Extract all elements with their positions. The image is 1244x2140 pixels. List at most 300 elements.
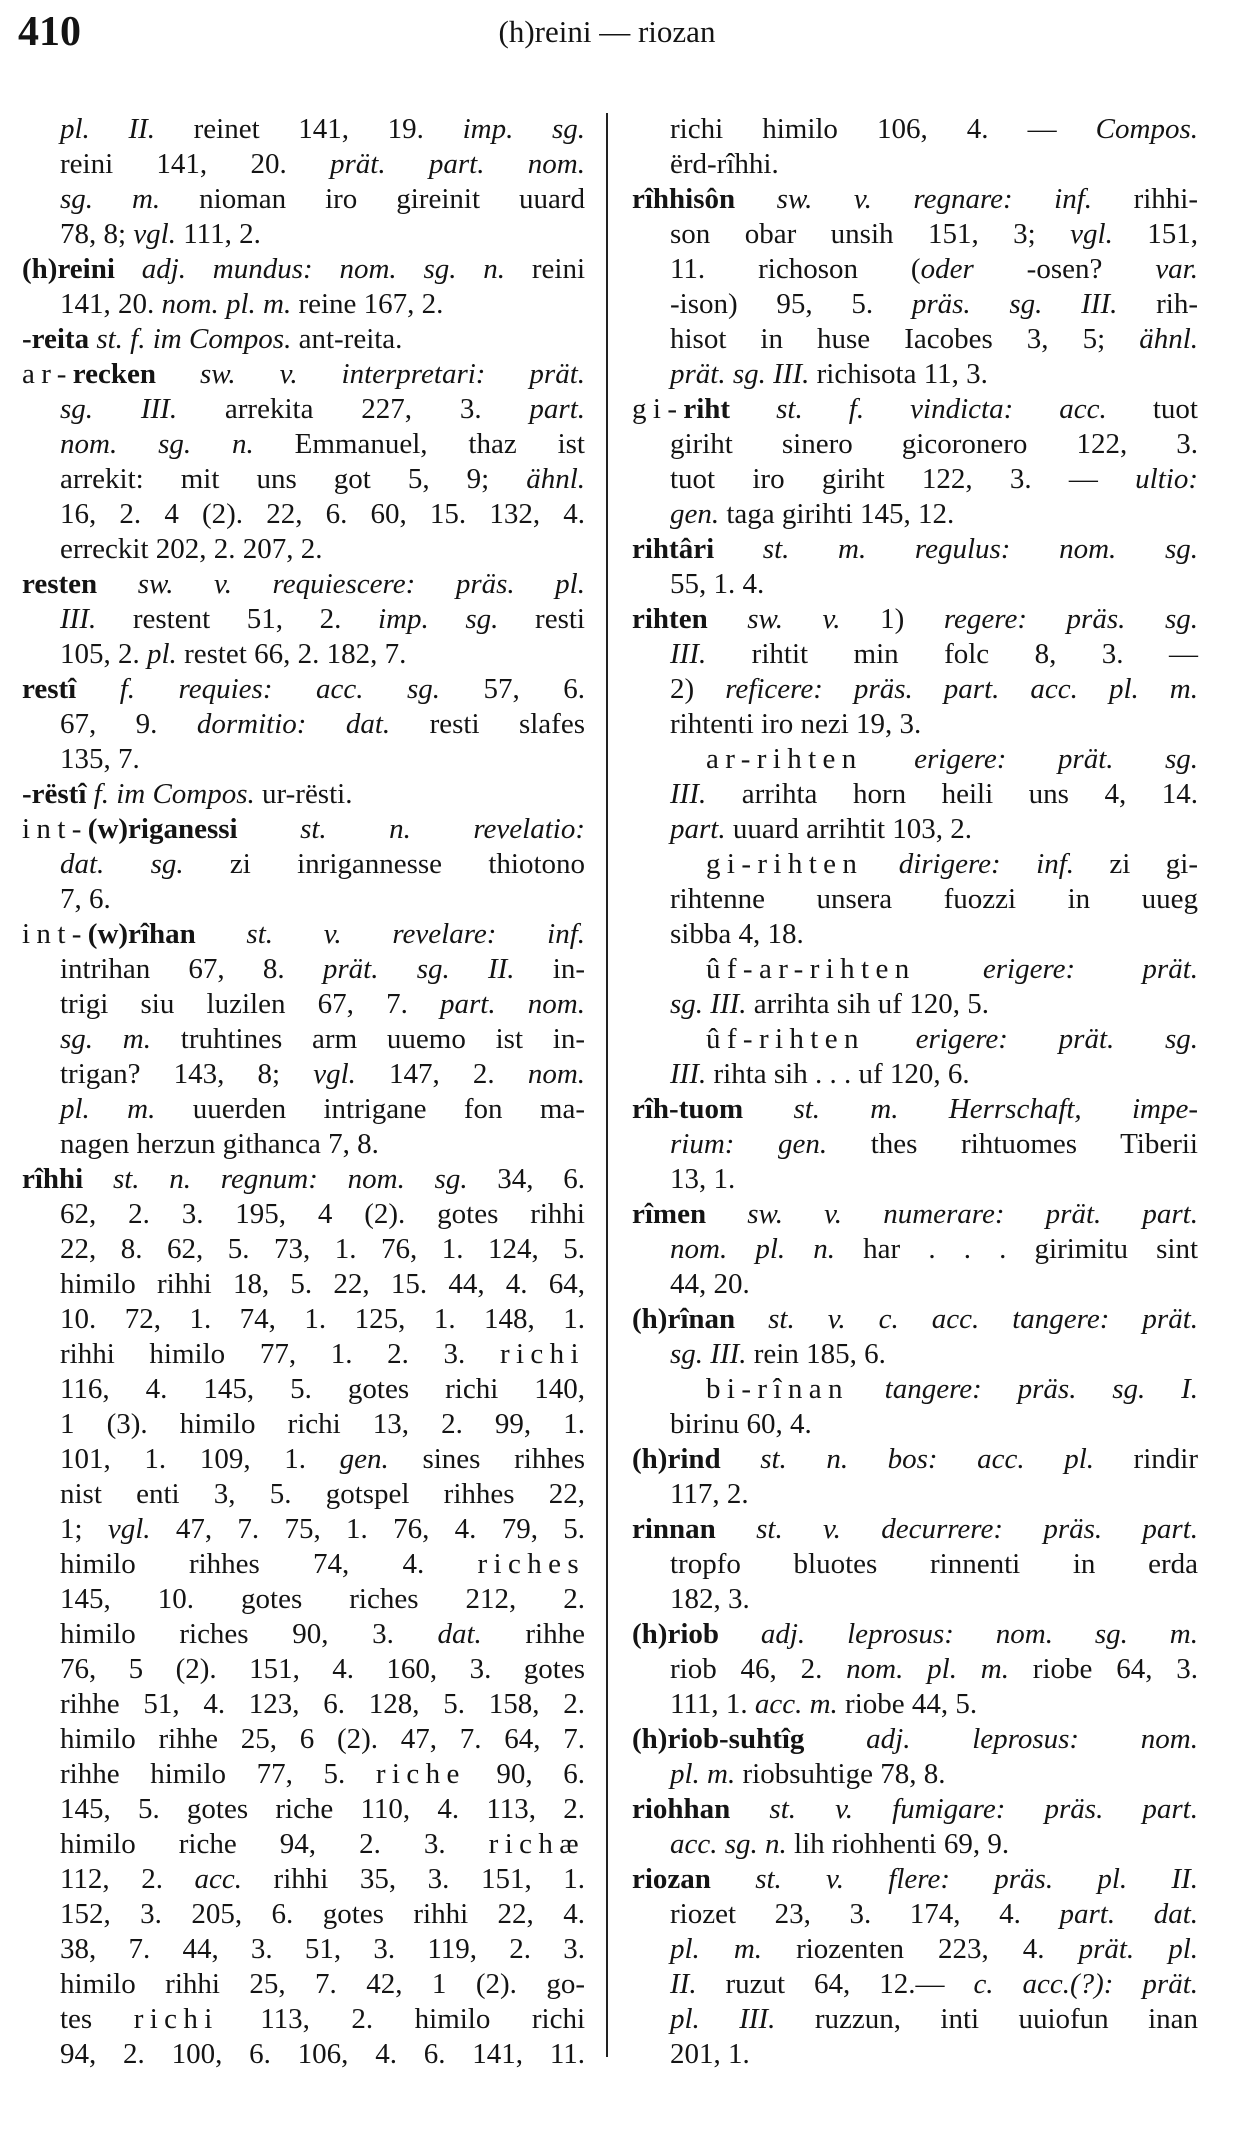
entry-text: 22, 8. 62, 5. 73, 1. 76, 1. 124, 5. — [60, 1233, 585, 1265]
grammar-label: prät. sg. III. — [670, 358, 810, 390]
grammar-label: st. v. flere: präs. pl. II. — [710, 1863, 1198, 1895]
grammar-label: sw. v. requiescere: präs. pl. — [97, 568, 585, 600]
page-number: 410 — [18, 9, 81, 55]
grammar-label: adj. leprosus: nom. sg. m. — [719, 1618, 1198, 1650]
entry-text-line — [22, 392, 585, 427]
entry-text: -ison) 95, 5. — [670, 288, 912, 320]
grammar-label: dirigere: inf. — [863, 848, 1074, 880]
spaced-form: riche — [375, 1758, 466, 1790]
spaced-form: richæ — [488, 1828, 585, 1860]
grammar-label: st. f. im Compos. — [89, 323, 292, 355]
grammar-label: st. v. decurrere: präs. part. — [715, 1513, 1198, 1545]
entry-text-line — [22, 1337, 585, 1372]
entry-text: 11. richoson ( — [670, 253, 921, 285]
grammar-label: c. acc.(?): prät. — [973, 1968, 1198, 2000]
headword: resten — [22, 568, 98, 600]
entry-text-line — [22, 1092, 585, 1127]
grammar-label: imp. sg. — [462, 113, 585, 145]
entry-text: riozet 23, 3. 174, 4. — [670, 1898, 1060, 1930]
entry-text: -osen? — [973, 253, 1156, 285]
spaced-form: richi — [499, 1338, 585, 1370]
entry-text: in- — [514, 953, 585, 985]
grammar-label: ähnl. — [1139, 323, 1198, 355]
entry-text: 111, 2. — [176, 218, 261, 250]
headword: rîh-tuom — [632, 1093, 744, 1125]
entry-text-line — [632, 1652, 1198, 1687]
entry-text: sines rihhes — [388, 1443, 586, 1475]
grammar-label: nom. pl. m. — [846, 1653, 1009, 1685]
entry-text: arrihta horn heili uns 4, 14. — [706, 778, 1198, 810]
entry-headword-line — [632, 1617, 1198, 1652]
entry-headword-line — [22, 672, 585, 707]
grammar-label: sw. v. numerare: prät. part. — [706, 1198, 1198, 1230]
grammar-label: prät. part. nom. — [330, 148, 585, 180]
entry-text: reini — [505, 253, 585, 285]
grammar-label: part. nom. — [440, 988, 585, 1020]
headword: (h)riob — [632, 1618, 719, 1650]
entry-headword-line — [22, 357, 585, 392]
entry-text-line — [632, 252, 1198, 287]
entry-text: reini 141, 20. — [60, 148, 331, 180]
entry-text: 111, 1. — [670, 1688, 755, 1720]
grammar-label: vgl. — [107, 1513, 151, 1545]
headword: (h)riob-suhtîg — [632, 1723, 805, 1755]
grammar-label: III. — [670, 778, 707, 810]
entry-text: riobe 64, 3. — [1008, 1653, 1199, 1685]
entry-text-line — [22, 1372, 585, 1407]
entry-text-line — [632, 322, 1198, 357]
grammar-label: adj. leprosus: nom. — [804, 1723, 1198, 1755]
entry-text: rihta sih . . . uf 120, 6. — [706, 1058, 970, 1090]
entry-text: har . . . girimitu sint — [835, 1233, 1198, 1265]
entry-text-line — [632, 497, 1198, 532]
entry-text: intrihan 67, 8. — [60, 953, 323, 985]
entry-text-line — [632, 1337, 1198, 1372]
entry-headword-line — [632, 182, 1198, 217]
entry-text-line — [22, 1792, 585, 1827]
entry-text: 113, 2. himilo richi — [218, 2003, 585, 2035]
grammar-label: reficere: präs. part. acc. pl. m. — [725, 673, 1198, 705]
headword: -rëstî — [22, 778, 87, 810]
entry-text: trigi siu luzilen 67, 7. — [60, 988, 441, 1020]
entry-text: son obar unsih 151, 3; — [670, 218, 1071, 250]
entry-headword-line — [632, 1302, 1198, 1337]
entry-text-line — [22, 1757, 585, 1792]
grammar-label: imp. sg. — [378, 603, 499, 635]
entry-headword-line — [632, 532, 1198, 567]
entry-text-line — [22, 1442, 585, 1477]
grammar-label: sg. m. — [60, 1023, 152, 1055]
entry-text: rihtenti iro nezi 19, 3. — [670, 708, 922, 740]
entry-text: nist enti 3, 5. gotspel rihhes 22, — [60, 1478, 585, 1510]
entry-text-line — [632, 1827, 1198, 1862]
grammar-label: pl. II. — [60, 113, 156, 145]
subentry-line — [632, 1022, 1198, 1057]
entry-headword-line — [632, 1722, 1198, 1757]
entry-headword-line — [632, 1512, 1198, 1547]
entry-text-line — [632, 987, 1198, 1022]
entry-text-line — [632, 1547, 1198, 1582]
grammar-label: st. n. regnum: nom. sg. — [83, 1163, 468, 1195]
entry-text: rihtenne unsera fuozzi in uueg — [670, 883, 1198, 915]
entry-text-line — [632, 917, 1198, 952]
entry-text-line — [22, 1477, 585, 1512]
entry-text: 94, 2. 100, 6. 106, 4. 6. 141, 11. — [60, 2038, 585, 2070]
entry-text: arrekita 227, 3. — [177, 393, 530, 425]
entry-text: trigan? 143, 8; — [60, 1058, 314, 1090]
grammar-label: st. n. bos: acc. pl. — [720, 1443, 1094, 1475]
grammar-label: sg. III. — [670, 988, 747, 1020]
entry-text: sibba 4, 18. — [670, 918, 804, 950]
grammar-label: sw. v. regnare: inf. — [735, 183, 1093, 215]
grammar-label: II. — [670, 1968, 697, 2000]
entry-text-line — [632, 707, 1198, 742]
headword: (w)riganessi — [87, 813, 238, 845]
entry-text: himilo rihhes 74, 4. — [60, 1548, 478, 1580]
entry-text: 141, 20. — [60, 288, 162, 320]
entry-headword-line — [632, 602, 1198, 637]
entry-text: 147, 2. — [355, 1058, 528, 1090]
running-header — [0, 12, 1244, 52]
entry-text: 16, 2. 4 (2). 22, 6. 60, 15. 132, 4. — [60, 498, 585, 530]
grammar-label: erigere: prät. — [915, 953, 1198, 985]
entry-text-line — [22, 532, 585, 567]
entry-text: riozenten 223, 4. — [762, 1933, 1079, 1965]
grammar-label: erigere: prät. sg. — [862, 743, 1198, 775]
entry-text-line — [22, 1687, 585, 1722]
grammar-label: acc. — [194, 1863, 243, 1895]
grammar-label: präs. sg. III. — [911, 288, 1118, 320]
entry-text-line — [632, 357, 1198, 392]
entry-text: himilo rihhi 25, 7. 42, 1 (2). go- — [60, 1968, 585, 2000]
entry-text: richisota 11, 3. — [809, 358, 988, 390]
entry-text: 10. 72, 1. 74, 1. 125, 1. 148, 1. — [60, 1303, 585, 1335]
entry-text: 90, 6. — [465, 1758, 585, 1790]
grammar-label: nom. pl. m. — [161, 288, 292, 320]
spaced-form: richi — [133, 2003, 219, 2035]
entry-text-line — [632, 427, 1198, 462]
entry-text-line — [22, 112, 585, 147]
entry-text: richi himilo 106, 4. — — [670, 113, 1096, 145]
headword: rîmen — [632, 1198, 707, 1230]
grammar-label: rium: gen. — [670, 1128, 828, 1160]
entry-text: 62, 2. 3. 195, 4 (2). gotes rihhi — [60, 1198, 585, 1230]
grammar-label: vgl. — [313, 1058, 356, 1090]
entry-text-line — [22, 602, 585, 637]
spaced-form: ûf-rihten — [706, 1023, 865, 1055]
entry-text: ur-rësti. — [254, 778, 353, 810]
entry-text: lih riohhenti 69, 9. — [786, 1828, 1010, 1860]
grammar-label: pl. m. — [670, 1758, 736, 1790]
entry-text: tropfo bluotes rinnenti in erda — [670, 1548, 1198, 1580]
entry-text-line — [22, 1302, 585, 1337]
entry-text-line — [632, 147, 1198, 182]
entry-text: zi gi- — [1074, 848, 1198, 880]
grammar-label: ultio: — [1135, 463, 1198, 495]
entry-text: 145, 10. gotes riches 212, 2. — [60, 1583, 585, 1615]
headword: (w)rîhan — [87, 918, 196, 950]
entry-text: 112, 2. — [60, 1863, 195, 1895]
entry-text-line — [632, 1267, 1198, 1302]
entry-text: 101, 1. 109, 1. — [60, 1443, 340, 1475]
spaced-form: int- — [22, 813, 88, 845]
headword: recken — [72, 358, 156, 390]
entry-text: himilo rihhi 18, 5. 22, 15. 44, 4. 64, — [60, 1268, 585, 1300]
entry-text-line — [22, 1932, 585, 1967]
entry-text: restent 51, 2. — [96, 603, 379, 635]
entry-text: ruzut 64, 12.— — [696, 1968, 974, 2000]
entry-text: himilo riches 90, 3. — [60, 1618, 438, 1650]
entry-text: 152, 3. 205, 6. gotes rihhi 22, 4. — [60, 1898, 585, 1930]
entry-headword-line — [22, 917, 585, 952]
entry-text: 201, 1. — [670, 2038, 750, 2070]
headword: rihten — [632, 603, 708, 635]
entry-text-line — [632, 1407, 1198, 1442]
grammar-label: pl. m. — [670, 1933, 763, 1965]
entry-text-line — [22, 1407, 585, 1442]
entry-text-line — [632, 462, 1198, 497]
headword: rîhhisôn — [632, 183, 736, 215]
spaced-form: riches — [477, 1548, 585, 1580]
entry-headword-line — [632, 1792, 1198, 1827]
entry-text: ant-reita. — [291, 323, 403, 355]
entry-text-line — [22, 217, 585, 252]
grammar-label: regere: präs. sg. — [943, 603, 1198, 635]
entry-text: rihtit min folc 8, 3. — — [706, 638, 1198, 670]
entry-text-line — [632, 287, 1198, 322]
grammar-label: pl. m. — [60, 1093, 156, 1125]
entry-headword-line — [22, 567, 585, 602]
entry-text: nagen herzun githanca 7, 8. — [60, 1128, 379, 1160]
headword: rinnan — [632, 1513, 716, 1545]
grammar-label: prät. sg. II. — [322, 953, 515, 985]
entry-text: arrihta sih uf 120, 5. — [746, 988, 989, 1020]
headword: riozan — [632, 1863, 711, 1895]
grammar-label: gen. — [339, 1443, 389, 1475]
right-column — [632, 112, 1198, 2072]
entry-text: 145, 5. gotes riche 110, 4. 113, 2. — [60, 1793, 585, 1825]
spaced-form: gi- — [632, 393, 684, 425]
entry-text: birinu 60, 4. — [670, 1408, 812, 1440]
spaced-form: int- — [22, 918, 88, 950]
entry-text: 116, 4. 145, 5. gotes richi 140, — [60, 1373, 585, 1405]
entry-text-line — [632, 637, 1198, 672]
grammar-label: erigere: prät. sg. — [864, 1023, 1198, 1055]
headword: (h)rînan — [632, 1303, 736, 1335]
entry-text: rihhe himilo 77, 5. — [60, 1758, 376, 1790]
grammar-label: st. v. fumigare: präs. part. — [730, 1793, 1198, 1825]
entry-text-line — [22, 2037, 585, 2072]
grammar-label: sg. III. — [670, 1338, 747, 1370]
entry-text-line — [22, 1617, 585, 1652]
grammar-label: gen. — [670, 498, 720, 530]
entry-text: rindir — [1094, 1443, 1198, 1475]
entry-text: resti slafes — [390, 708, 585, 740]
grammar-label: var. — [1155, 253, 1199, 285]
entry-text: 151, — [1112, 218, 1199, 250]
entry-text-line — [632, 1232, 1198, 1267]
entry-text: tes — [60, 2003, 134, 2035]
entry-text-line — [22, 1127, 585, 1162]
entry-text: arrekit: mit uns got 5, 9; — [60, 463, 527, 495]
grammar-label: sw. v. — [707, 603, 841, 635]
entry-headword-line — [22, 1162, 585, 1197]
entry-text-line — [632, 217, 1198, 252]
grammar-label: acc. m. — [754, 1688, 838, 1720]
entry-text: 7, 6. — [60, 883, 111, 915]
grammar-label: vgl. — [1070, 218, 1113, 250]
entry-text-line — [22, 1022, 585, 1057]
entry-text: 78, 8; — [60, 218, 134, 250]
headword: rîhhi — [22, 1163, 84, 1195]
entry-text-line — [22, 287, 585, 322]
entry-text-line — [632, 112, 1198, 147]
entry-text-line — [632, 2002, 1198, 2037]
grammar-label: Compos. — [1095, 113, 1198, 145]
grammar-label: III. — [670, 638, 707, 670]
headword: riohhan — [632, 1793, 731, 1825]
grammar-label: prät. pl. — [1078, 1933, 1199, 1965]
grammar-label: III. — [60, 603, 97, 635]
subentry-line — [632, 742, 1198, 777]
entry-text-line — [22, 1862, 585, 1897]
entry-text: uuard arrihtit 103, 2. — [725, 813, 973, 845]
entry-headword-line — [632, 1092, 1198, 1127]
entry-text-line — [632, 1477, 1198, 1512]
entry-text-line — [22, 1267, 585, 1302]
entry-text: thes rihtuomes Tiberii — [827, 1128, 1198, 1160]
grammar-label: nom. pl. n. — [670, 1233, 836, 1265]
grammar-label: part. dat. — [1059, 1898, 1198, 1930]
entry-text-line — [632, 1932, 1198, 1967]
headword: rihtâri — [632, 533, 715, 565]
grammar-label: tangere: präs. sg. I. — [848, 1373, 1198, 1405]
entry-text: 13, 1. — [670, 1163, 736, 1195]
entry-text: 38, 7. 44, 3. 51, 3. 119, 2. 3. — [60, 1933, 585, 1965]
grammar-label: dat. — [437, 1618, 482, 1650]
entry-text: giriht sinero gicoronero 122, 3. — [670, 428, 1198, 460]
entry-text: truhtines arm uuemo ist in- — [151, 1023, 585, 1055]
subentry-line — [632, 847, 1198, 882]
entry-text: riob 46, 2. — [670, 1653, 847, 1685]
entry-text: uuerden intrigane fon ma- — [155, 1093, 585, 1125]
entry-text: tuot — [1106, 393, 1198, 425]
entry-text: 182, 3. — [670, 1583, 750, 1615]
running-title: (h)reini — riozan — [498, 14, 716, 49]
entry-text-line — [22, 1827, 585, 1862]
entry-text-line — [22, 1897, 585, 1932]
entry-text: 2) — [670, 673, 726, 705]
entry-text-line — [632, 672, 1198, 707]
entry-text-line — [22, 1232, 585, 1267]
entry-text: 47, 7. 75, 1. 76, 4. 79, 5. — [150, 1513, 586, 1545]
entry-text-line — [22, 1967, 585, 2002]
entry-text: 57, 6. — [440, 673, 586, 705]
entry-text-line — [632, 1897, 1198, 1932]
entry-text-line — [22, 882, 585, 917]
grammar-label: III. — [670, 1058, 707, 1090]
entry-text-line — [632, 882, 1198, 917]
entry-text-line — [632, 1967, 1198, 2002]
entry-text-line — [22, 462, 585, 497]
entry-headword-line — [632, 1442, 1198, 1477]
entry-text-line — [22, 1582, 585, 1617]
entry-text: ërd-rîhhi. — [670, 148, 779, 180]
entry-text: 117, 2. — [670, 1478, 749, 1510]
entry-headword-line — [22, 252, 585, 287]
entry-headword-line — [22, 322, 585, 357]
entry-text: himilo riche 94, 2. 3. — [60, 1828, 489, 1860]
entry-text-line — [22, 1057, 585, 1092]
entry-headword-line — [632, 1197, 1198, 1232]
entry-headword-line — [632, 1862, 1198, 1897]
headword: restî — [22, 673, 77, 705]
grammar-label: st. m. Herrschaft, impe- — [743, 1093, 1198, 1125]
entry-text-line — [22, 497, 585, 532]
grammar-label: sw. v. interpretari: prät. — [155, 358, 585, 390]
grammar-label: sg. m. — [60, 183, 161, 215]
grammar-label: f. im Compos. — [86, 778, 255, 810]
grammar-label: part. — [529, 393, 585, 425]
entry-text: 105, 2. — [60, 638, 147, 670]
entry-text-line — [22, 1512, 585, 1547]
grammar-label: sg. III. — [60, 393, 178, 425]
headword: (h)rind — [632, 1443, 721, 1475]
column-divider — [606, 113, 608, 2057]
entry-text-line — [22, 742, 585, 777]
grammar-label: adj. mundus: nom. sg. n. — [114, 253, 506, 285]
grammar-label: st. f. vindicta: acc. — [730, 393, 1107, 425]
spaced-form: ûf-ar-rihten — [706, 953, 916, 985]
subentry-line — [632, 1372, 1198, 1407]
entry-text: nioman iro gireinit uuard — [160, 183, 585, 215]
grammar-label: st. v. c. acc. tangere: prät. — [735, 1303, 1198, 1335]
entry-text: rih- — [1117, 288, 1198, 320]
headword: -reita — [22, 323, 90, 355]
entry-text-line — [22, 1652, 585, 1687]
grammar-label: vgl. — [133, 218, 176, 250]
grammar-label: nom. — [527, 1058, 586, 1090]
entry-text-line — [22, 182, 585, 217]
entry-text-line — [632, 812, 1198, 847]
entry-headword-line — [22, 812, 585, 847]
entry-text: resti — [498, 603, 585, 635]
grammar-label: pl. III. — [670, 2003, 776, 2035]
grammar-label: f. requies: acc. sg. — [76, 673, 441, 705]
entry-text: 44, 20. — [670, 1268, 750, 1300]
entry-text-line — [22, 427, 585, 462]
grammar-label: part. — [670, 813, 726, 845]
entry-text: 67, 9. — [60, 708, 197, 740]
spaced-form: ar- — [22, 358, 73, 390]
entry-text-line — [22, 987, 585, 1022]
entry-text-line — [632, 1757, 1198, 1792]
spaced-form: bi-rînan — [706, 1373, 849, 1405]
entry-text: himilo rihhe 25, 6 (2). 47, 7. 64, 7. — [60, 1723, 585, 1755]
entry-text: rihhi 35, 3. 151, 1. — [242, 1863, 585, 1895]
entry-text-line — [632, 1582, 1198, 1617]
entry-text: riobsuhtige 78, 8. — [735, 1758, 946, 1790]
entry-text: rihhe — [481, 1618, 585, 1650]
grammar-label: nom. sg. n. — [60, 428, 254, 460]
entry-text: taga girihti 145, 12. — [719, 498, 955, 530]
spaced-form: gi-rihten — [706, 848, 864, 880]
entry-text-line — [632, 777, 1198, 812]
entry-text-line — [632, 567, 1198, 602]
entry-text: hisot in huse Iacobes 3, 5; — [670, 323, 1140, 355]
grammar-label: st. n. revelatio: — [237, 813, 585, 845]
entry-text-line — [632, 2037, 1198, 2072]
